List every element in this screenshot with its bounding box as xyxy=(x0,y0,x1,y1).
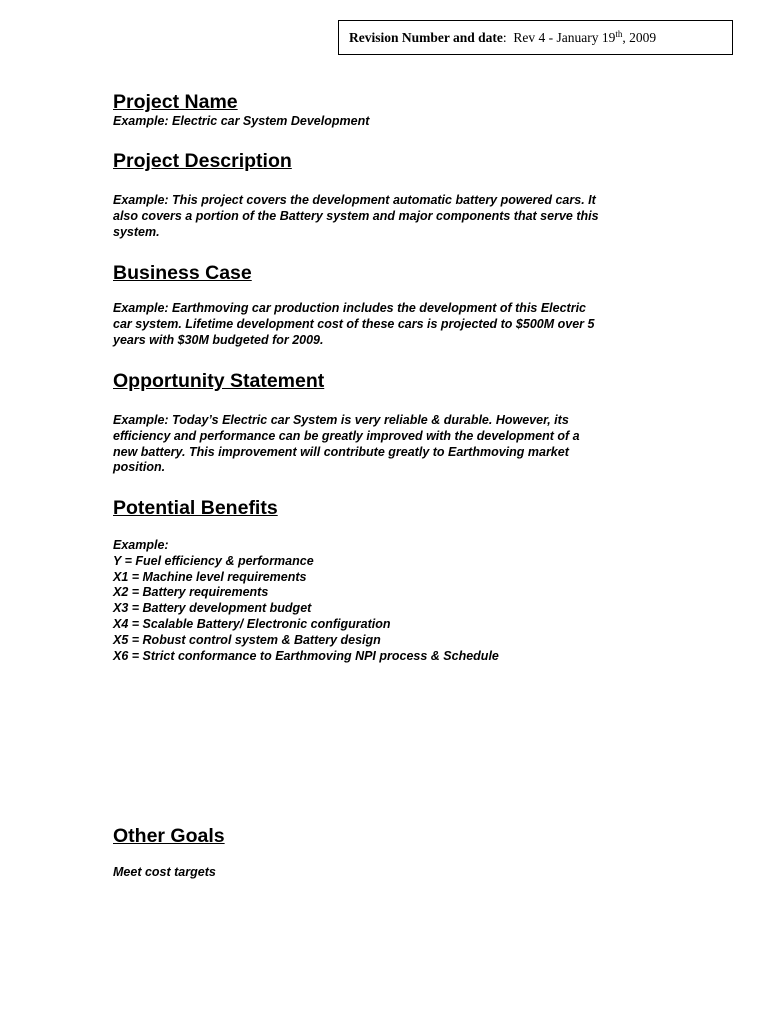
project-description-heading: Project Description xyxy=(113,150,292,172)
revision-box xyxy=(338,20,733,55)
section-other-goals xyxy=(113,824,673,881)
text-line: efficiency and performance can be greatly improved with the development of a xyxy=(113,428,580,443)
text-line: Meet cost targets xyxy=(113,865,216,879)
revision-separator: : xyxy=(502,30,507,45)
project-description-text xyxy=(113,193,673,240)
revision-value-suffix: , 2009 xyxy=(622,30,657,45)
revision-value-superscript: th xyxy=(615,29,623,39)
section-opportunity-statement xyxy=(113,369,673,476)
list-item: X1 = Machine level requirements xyxy=(113,569,307,584)
revision-label: Revision Number and date xyxy=(349,30,503,45)
text-line: new battery. This improvement will contribute greatly to Earthmoving market xyxy=(113,444,569,459)
list-item: Example: xyxy=(113,538,169,552)
section-potential-benefits xyxy=(113,496,673,664)
section-project-name xyxy=(113,90,673,130)
list-item: X6 = Strict conformance to Earthmoving NPI process & Schedule xyxy=(113,648,499,663)
list-item: X4 = Scalable Battery/ Electronic configuration xyxy=(113,616,391,631)
text-line: system. xyxy=(113,224,160,239)
business-case-text xyxy=(113,301,673,348)
list-item: X3 = Battery development budget xyxy=(113,601,312,616)
text-line: Example: Electric car System Development xyxy=(113,114,370,128)
text-line: Example: Earthmoving car production includes the development of this Electric xyxy=(113,301,587,315)
text-line: also covers a portion of the Battery system and major components that serve this xyxy=(113,208,599,223)
list-item: X5 = Robust control system & Battery design xyxy=(113,632,381,647)
opportunity-statement-text xyxy=(113,413,673,476)
other-goals-heading: Other Goals xyxy=(113,825,225,847)
revision-value xyxy=(513,30,656,45)
project-name-heading: Project Name xyxy=(113,91,238,113)
potential-benefits-list xyxy=(113,538,673,664)
section-business-case xyxy=(113,261,673,348)
revision-value-prefix: Rev 4 - January 19 xyxy=(513,30,616,45)
section-project-description xyxy=(113,149,673,240)
other-goals-text xyxy=(113,865,673,881)
text-line: position. xyxy=(113,460,166,475)
list-item: Y = Fuel efficiency & performance xyxy=(113,553,314,568)
text-line: Example: Today’s Electric car System is very reliable & durable. However, its xyxy=(113,413,569,427)
list-item: X2 = Battery requirements xyxy=(113,585,269,600)
text-line: years with $30M budgeted for 2009. xyxy=(113,332,324,347)
opportunity-statement-heading: Opportunity Statement xyxy=(113,370,325,392)
potential-benefits-heading: Potential Benefits xyxy=(113,497,278,519)
business-case-heading: Business Case xyxy=(113,262,252,284)
text-line: Example: This project covers the development automatic battery powered cars. It xyxy=(113,193,596,207)
text-line: car system. Lifetime development cost of these cars is projected to $500M over 5 xyxy=(113,316,595,331)
project-name-text xyxy=(113,114,673,130)
